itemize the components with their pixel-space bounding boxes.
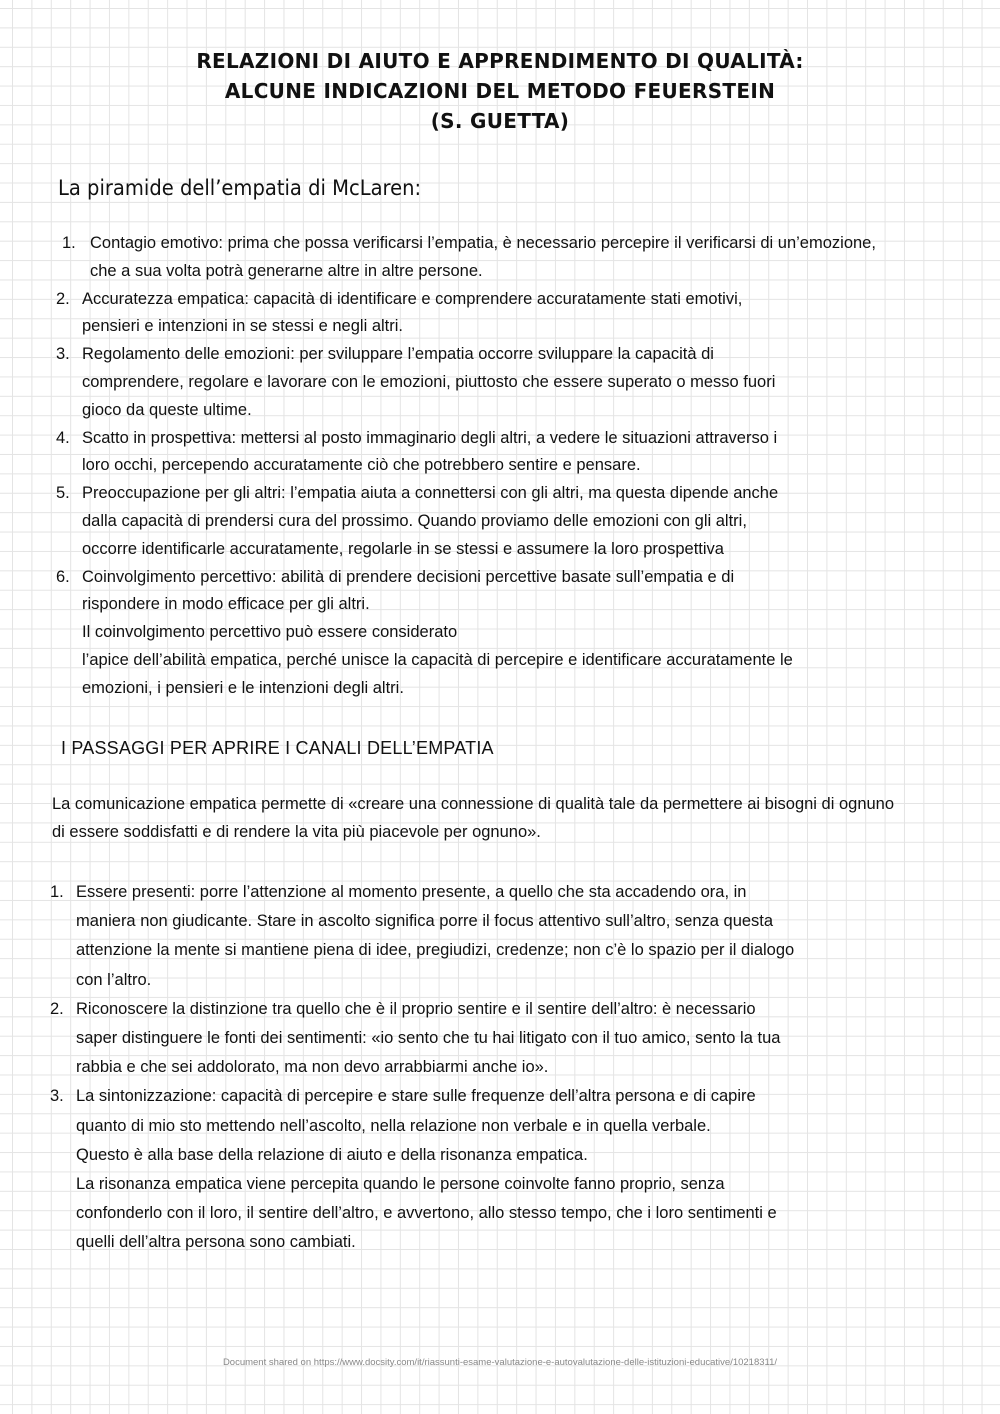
list-item — [56, 286, 876, 342]
list-item-line: attenzione la mente si mantiene piena di idee, pregiudizi, credenze; non c’è lo spazio per il dialogo — [76, 941, 795, 960]
list-item-line: rabbia e che sei addolorato, ma non devo arrabbiarmi anche io». — [76, 1058, 549, 1077]
list-item-line: con l’altro. — [76, 970, 152, 989]
list-item-line: che a sua volta potrà generarne altre in altre persone. — [90, 261, 483, 280]
list-item — [50, 995, 794, 1083]
title-line-3: (S. GUETTA) — [430, 109, 570, 133]
list-item-line: occorre identificarle accuratamente, regolarle in se stessi e assumere la loro prospettiva — [82, 539, 724, 558]
list-item-number: 3. — [56, 345, 70, 364]
list-item-number: 4. — [56, 428, 70, 447]
list-item-line: Accuratezza empatica: capacità di identificare e comprendere accuratamente stati emotivi, — [82, 289, 743, 308]
list-item-number: 6. — [56, 567, 70, 586]
list-item-line: La sintonizzazione: capacità di percepire e stare sulle frequenze dell’altra persona e di capire — [76, 1087, 756, 1106]
list-item — [62, 230, 876, 286]
intro-line: di essere soddisfatti e di rendere la vita più piacevole per ognuno». — [52, 823, 541, 841]
list-item-line: Riconoscere la distinzione tra quello che è il proprio sentire e il sentire dell’altro: è necessario — [76, 999, 756, 1018]
docsity-footer-link[interactable]: Document shared on https://www.docsity.com/it/riassunti-esame-valutazione-e-autovalutazione-delle-istituzioni-educative/10218311/ — [222, 1357, 778, 1368]
intro-line: La comunicazione empatica permette di «creare una connessione di qualità tale da permettere ai bisogni di ognuno — [52, 795, 895, 813]
list-item-number: 2. — [50, 999, 64, 1018]
list-item-line: comprendere, regolare e lavorare con le emozioni, piuttosto che essere superato o messo fuori — [82, 372, 776, 391]
section-heading-empathy-channels: I PASSAGGI PER APRIRE I CANALI DELL’EMPATIA — [61, 738, 494, 758]
list-item-line: l’apice dell’abilità empatica, perché unisce la capacità di percepire e identificare accuratamente le — [82, 650, 793, 669]
list-item-line: loro occhi, percependo accuratamente ciò che potrebbero sentire e pensare. — [82, 456, 641, 475]
list-item-line: Coinvolgimento percettivo: abilità di prendere decisioni percettive basate sull’empatia e di — [82, 567, 735, 586]
list-item — [56, 564, 876, 703]
list-item — [50, 1082, 794, 1257]
list-item-line: maniera non giudicante. Stare in ascolto significa porre il focus attentivo sull’altro, senza questa — [76, 912, 774, 931]
list-item-line: Regolamento delle emozioni: per sviluppare l’empatia occorre sviluppare la capacità di — [82, 345, 714, 364]
empathy-pyramid-list — [56, 230, 876, 703]
document-title — [0, 46, 1000, 136]
list-item-line: Il coinvolgimento percettivo può essere considerato — [82, 623, 458, 642]
list-item-number: 2. — [56, 289, 70, 308]
list-item-number: 5. — [56, 484, 70, 503]
list-item-line: rispondere in modo efficace per gli altri. — [82, 595, 370, 614]
list-item-line: Contagio emotivo: prima che possa verificarsi l’empatia, è necessario percepire il verificarsi di un’emozione, — [90, 234, 876, 252]
title-line-1: RELAZIONI DI AIUTO E APPRENDIMENTO DI QUALITÀ: — [196, 49, 804, 73]
list-item — [56, 480, 876, 563]
list-item-line: saper distinguere le fonti dei sentimenti: «io sento che tu hai litigato con il tuo amico, sento la tua — [76, 1029, 781, 1048]
list-item-number: 1. — [62, 234, 76, 252]
list-item-line: quelli dell’altra persona sono cambiati. — [76, 1233, 356, 1252]
empathy-steps-list — [50, 878, 795, 1258]
intro-paragraph — [52, 790, 894, 846]
list-item-line: quanto di mio sto mettendo nell’ascolto, nella relazione non verbale e in quella verbale. — [76, 1116, 711, 1135]
title-line-2: ALCUNE INDICAZIONI DEL METODO FEUERSTEIN — [224, 79, 776, 103]
list-item — [56, 425, 876, 481]
list-item-line: Preoccupazione per gli altri: l’empatia aiuta a connettersi con gli altri, ma questa dipende anche — [82, 484, 779, 503]
list-item-line: Questo è alla base della relazione di aiuto e della risonanza empatica. — [76, 1145, 588, 1164]
list-item-line: Scatto in prospettiva: mettersi al posto immaginario degli altri, a vedere le situazioni attraverso i — [82, 428, 778, 447]
list-item-line: emozioni, i pensieri e le intenzioni degli altri. — [82, 678, 404, 697]
list-item-line: gioco da queste ultime. — [82, 400, 252, 419]
list-item-line: confonderlo con il loro, il sentire dell’altro, e avvertono, allo stesso tempo, che i loro sentimenti e — [76, 1204, 777, 1223]
list-item-number: 3. — [50, 1087, 64, 1106]
list-item-number: 1. — [50, 883, 64, 901]
list-item-line: dalla capacità di prendersi cura del prossimo. Quando proviamo delle emozioni con gli altri, — [82, 511, 747, 530]
list-item — [56, 341, 876, 424]
list-item-line: La risonanza empatica viene percepita quando le persone coinvolte fanno proprio, senza — [76, 1175, 725, 1194]
list-item-line: Essere presenti: porre l’attenzione al momento presente, a quello che sta accadendo ora, in — [76, 883, 747, 901]
list-item-line: pensieri e intenzioni in se stessi e negli altri. — [82, 317, 404, 336]
section-heading-empathy-pyramid: La piramide dell’empatia di McLaren: — [58, 176, 422, 200]
list-item — [50, 878, 795, 995]
